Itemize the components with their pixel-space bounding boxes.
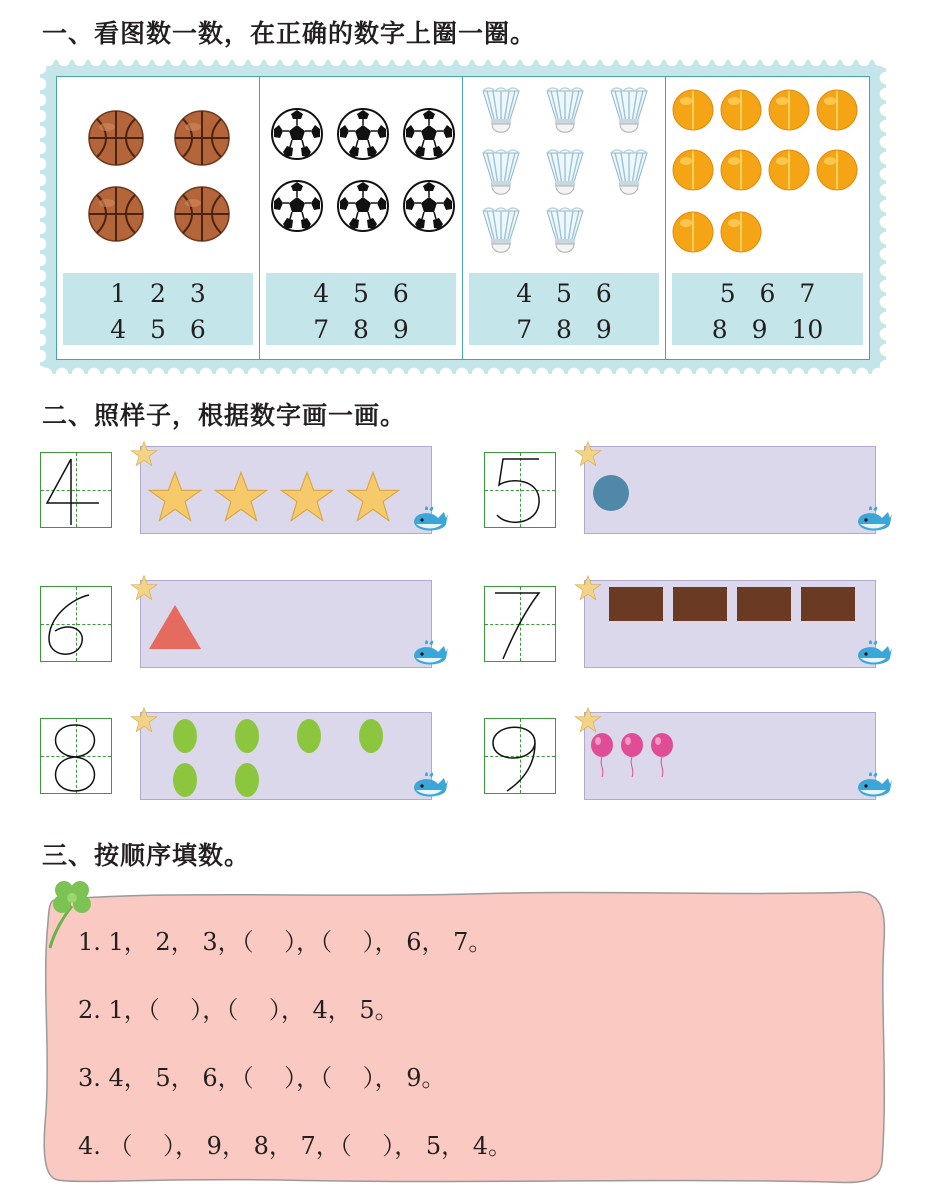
orange-ball-icon: [768, 89, 810, 135]
drawing-box-7[interactable]: [584, 580, 876, 668]
drawing-box-9[interactable]: [584, 712, 876, 800]
orange-ball-icon: [672, 149, 714, 195]
rectangle-shape: [801, 587, 855, 621]
basketball-icon: [87, 185, 145, 247]
star-icon: [147, 469, 203, 529]
soccer-ball-icon: [270, 107, 324, 165]
soccer-ball-icon: [336, 179, 390, 237]
panel-basketballs: [57, 77, 260, 359]
rectangle-shape: [609, 587, 663, 621]
oval-shape: [235, 763, 259, 797]
sequence-line-1[interactable]: 1. 1， 2， 3，（ ），（ ）， 6， 7。: [78, 928, 493, 956]
orange-ball-icon: [816, 149, 858, 195]
orange-ball-icon: [672, 89, 714, 135]
balloon-icon: [589, 733, 615, 779]
star-icon: [130, 440, 158, 472]
panel-shuttlecocks: [463, 77, 666, 359]
panel-soccer-balls: [260, 77, 463, 359]
orange-ball-icon: [720, 211, 762, 257]
orange-ball-icon: [768, 149, 810, 195]
soccer-ball-icon: [402, 179, 456, 237]
oval-shape: [173, 719, 197, 753]
soccer-ball-icon: [270, 179, 324, 237]
number-row[interactable]: 8 9 10: [711, 315, 824, 344]
star-icon: [279, 469, 335, 529]
shuttlecock-icon: [607, 149, 651, 205]
triangle-shape: [149, 605, 201, 649]
oval-shape: [359, 719, 383, 753]
sequence-line-2[interactable]: 2. 1，（ ），（ ）， 4， 5。: [78, 996, 399, 1024]
shuttlecock-icon: [479, 87, 523, 143]
writing-grid-7: [484, 586, 556, 662]
drawing-box-6[interactable]: [140, 580, 432, 668]
star-icon: [130, 574, 158, 606]
rectangle-shape: [737, 587, 791, 621]
basketball-icon: [173, 109, 231, 171]
oval-shape: [173, 763, 197, 797]
orange-ball-icon: [672, 211, 714, 257]
writing-grid-8: [40, 718, 112, 794]
number-choices: [63, 273, 253, 345]
star-icon: [213, 469, 269, 529]
drawing-box-8[interactable]: [140, 712, 432, 800]
number-row[interactable]: 7 8 9: [516, 315, 612, 344]
section1-heading: 一、看图数一数，在正确的数字上圈一圈。: [42, 19, 537, 48]
number-row[interactable]: 4 5 6: [110, 315, 206, 344]
sequence-line-4[interactable]: 4. （ ）， 9， 8， 7，（ ）， 5， 4。: [78, 1132, 513, 1160]
balloon-icon: [619, 733, 645, 779]
panel-orange-balls: [666, 77, 869, 359]
number-row[interactable]: 5 6 7: [719, 279, 816, 308]
stamp-frame: [40, 60, 886, 374]
star-icon: [574, 706, 602, 738]
shuttlecock-icon: [479, 149, 523, 205]
orange-ball-icon: [720, 149, 762, 195]
number-row[interactable]: 4 5 6: [516, 279, 612, 308]
sequence-line-3[interactable]: 3. 4， 5， 6，（ ），（ ）， 9。: [78, 1064, 446, 1092]
soccer-ball-icon: [336, 107, 390, 165]
writing-grid-5: [484, 452, 556, 528]
number-row[interactable]: 7 8 9: [313, 315, 409, 344]
writing-grid-4: [40, 452, 112, 528]
writing-grid-9: [484, 718, 556, 794]
star-icon: [130, 706, 158, 738]
rectangle-shape: [673, 587, 727, 621]
number-choices: [672, 273, 863, 345]
circle-shape: [593, 475, 629, 511]
oval-shape: [297, 719, 321, 753]
number-choices: [469, 273, 659, 345]
whale-icon: [854, 772, 894, 804]
whale-icon: [410, 640, 450, 672]
oval-shape: [235, 719, 259, 753]
drawing-box-4[interactable]: [140, 446, 432, 534]
whale-icon: [854, 506, 894, 538]
star-icon: [345, 469, 401, 529]
shuttlecock-icon: [543, 207, 587, 263]
shuttlecock-icon: [543, 87, 587, 143]
writing-grid-6: [40, 586, 112, 662]
drawing-box-5[interactable]: [584, 446, 876, 534]
number-row[interactable]: 1 2 3: [110, 279, 206, 308]
whale-icon: [854, 640, 894, 672]
orange-ball-icon: [816, 89, 858, 135]
balloon-icon: [649, 733, 675, 779]
whale-icon: [410, 506, 450, 538]
number-choices: [266, 273, 456, 345]
whale-icon: [410, 772, 450, 804]
number-row[interactable]: 4 5 6: [313, 279, 409, 308]
basketball-icon: [173, 185, 231, 247]
section2-heading: 二、照样子，根据数字画一画。: [42, 401, 407, 430]
section3-heading: 三、按顺序填数。: [42, 841, 251, 870]
basketball-icon: [87, 109, 145, 171]
orange-ball-icon: [720, 89, 762, 135]
shuttlecock-icon: [543, 149, 587, 205]
soccer-ball-icon: [402, 107, 456, 165]
star-icon: [574, 440, 602, 472]
star-icon: [574, 574, 602, 606]
shuttlecock-icon: [479, 207, 523, 263]
shuttlecock-icon: [607, 87, 651, 143]
